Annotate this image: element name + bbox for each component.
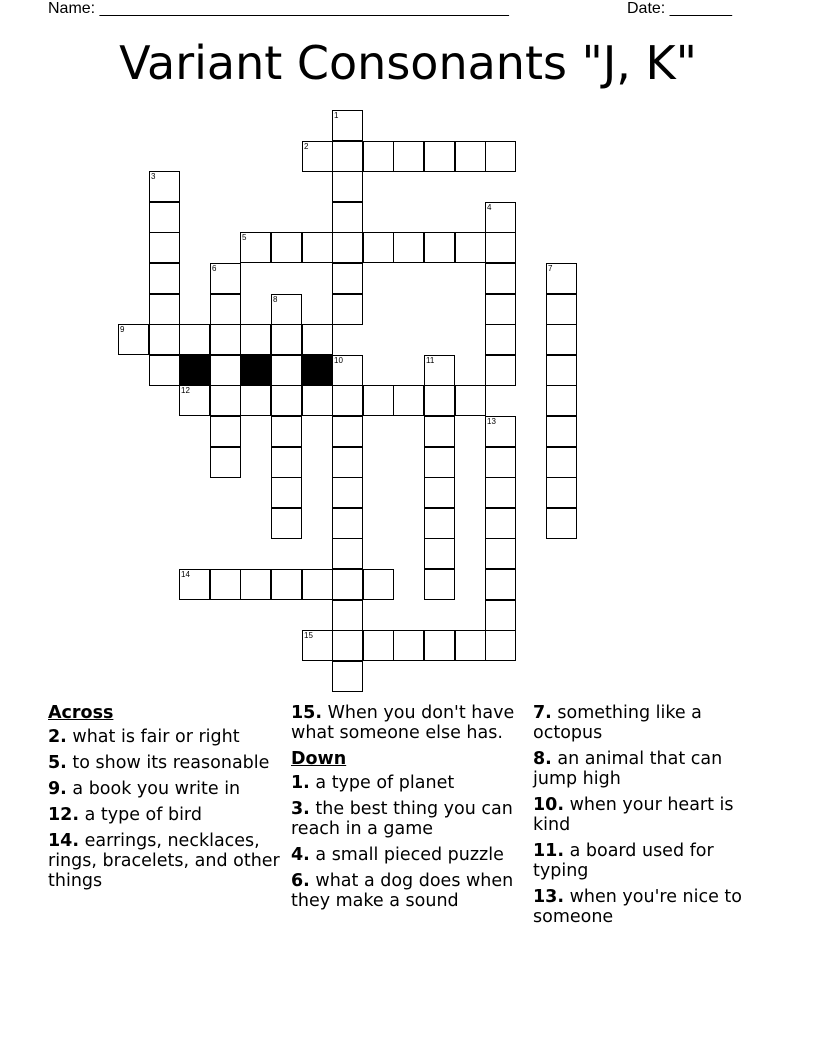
clue-number: 7. xyxy=(533,703,552,723)
crossword-cell[interactable] xyxy=(210,324,241,355)
clue-down-1 xyxy=(291,773,526,793)
across-heading: Across xyxy=(48,703,114,723)
crossword-cell[interactable] xyxy=(149,263,180,294)
clue-number: 5. xyxy=(48,753,67,773)
crossword-cell[interactable] xyxy=(271,508,302,539)
crossword-cell[interactable] xyxy=(149,324,180,355)
clue-number: 2. xyxy=(48,727,67,747)
puzzle-title: Variant Consonants "J, K" xyxy=(119,36,697,90)
crossword-cell[interactable] xyxy=(302,385,333,416)
crossword-cell[interactable] xyxy=(546,294,577,325)
crossword-cell[interactable] xyxy=(240,324,271,355)
crossword-cell[interactable] xyxy=(485,324,516,355)
cell-number: 14 xyxy=(181,570,190,579)
clue-text: an animal that can jump high xyxy=(533,749,723,789)
crossword-cell[interactable] xyxy=(393,630,424,661)
crossword-cell[interactable] xyxy=(485,630,516,661)
clue-number: 6. xyxy=(291,871,310,891)
crossword-cell[interactable] xyxy=(332,477,363,508)
clue-text: a small pieced puzzle xyxy=(315,845,504,865)
crossword-cell[interactable] xyxy=(332,630,363,661)
crossword-cell[interactable] xyxy=(332,447,363,478)
crossword-cell[interactable] xyxy=(455,385,486,416)
cell-number: 15 xyxy=(304,631,313,640)
clue-number: 3. xyxy=(291,799,310,819)
crossword-cell[interactable] xyxy=(363,630,394,661)
crossword-cell[interactable] xyxy=(271,569,302,600)
cell-number: 2 xyxy=(304,142,309,151)
cell-number: 9 xyxy=(120,325,125,334)
clue-text: what is fair or right xyxy=(72,727,240,747)
crossword-cell[interactable] xyxy=(210,447,241,478)
crossword-cell[interactable] xyxy=(546,416,577,447)
crossword-cell[interactable] xyxy=(546,385,577,416)
clue-across-15 xyxy=(291,703,526,743)
clue-down-3 xyxy=(291,799,526,839)
crossword-cell[interactable] xyxy=(546,263,577,294)
crossword-cell[interactable] xyxy=(149,294,180,325)
crossword-cell[interactable] xyxy=(149,171,180,202)
crossword-cell[interactable] xyxy=(332,202,363,233)
crossword-cell[interactable] xyxy=(302,630,333,661)
date-field-label: Date: _______ xyxy=(627,0,732,17)
crossword-cell[interactable] xyxy=(302,569,333,600)
down-heading: Down xyxy=(291,749,347,769)
clue-text: something like a octopus xyxy=(533,703,702,743)
crossword-black-cell xyxy=(179,355,210,386)
crossword-cell[interactable] xyxy=(424,508,455,539)
crossword-cell[interactable] xyxy=(179,324,210,355)
crossword-cell[interactable] xyxy=(332,110,363,141)
crossword-cell[interactable] xyxy=(271,385,302,416)
crossword-cell[interactable] xyxy=(271,232,302,263)
clue-number: 11. xyxy=(533,841,565,861)
crossword-cell[interactable] xyxy=(332,263,363,294)
crossword-black-cell xyxy=(240,355,271,386)
crossword-cell[interactable] xyxy=(485,202,516,233)
crossword-cell[interactable] xyxy=(485,141,516,172)
crossword-cell[interactable] xyxy=(546,355,577,386)
clue-text: the best thing you can reach in a game xyxy=(291,799,513,839)
clues-column-3 xyxy=(533,703,771,933)
clue-number: 12. xyxy=(48,805,80,825)
clue-number: 8. xyxy=(533,749,552,769)
crossword-cell[interactable] xyxy=(455,232,486,263)
crossword-cell[interactable] xyxy=(485,447,516,478)
crossword-cell[interactable] xyxy=(210,263,241,294)
crossword-cell[interactable] xyxy=(271,355,302,386)
crossword-cell[interactable] xyxy=(485,538,516,569)
crossword-cell[interactable] xyxy=(210,385,241,416)
crossword-cell[interactable] xyxy=(485,569,516,600)
clue-number: 14. xyxy=(48,831,80,851)
crossword-cell[interactable] xyxy=(149,355,180,386)
clue-across-2 xyxy=(48,727,280,747)
cell-number: 4 xyxy=(487,203,492,212)
crossword-cell[interactable] xyxy=(271,477,302,508)
crossword-cell[interactable] xyxy=(424,416,455,447)
crossword-cell[interactable] xyxy=(332,538,363,569)
crossword-cell[interactable] xyxy=(332,232,363,263)
clue-down-6 xyxy=(291,871,526,911)
crossword-cell[interactable] xyxy=(332,416,363,447)
crossword-cell[interactable] xyxy=(546,324,577,355)
clue-number: 15. xyxy=(291,703,323,723)
cell-number: 13 xyxy=(487,417,496,426)
clue-number: 10. xyxy=(533,795,565,815)
crossword-cell[interactable] xyxy=(271,416,302,447)
crossword-cell[interactable] xyxy=(179,569,210,600)
name-field-label: Name: ______________________________________________ xyxy=(48,0,509,17)
crossword-cell[interactable] xyxy=(332,385,363,416)
crossword-cell[interactable] xyxy=(240,385,271,416)
crossword-cell[interactable] xyxy=(210,416,241,447)
crossword-cell[interactable] xyxy=(302,232,333,263)
crossword-cell[interactable] xyxy=(546,447,577,478)
cell-number: 5 xyxy=(242,233,247,242)
cell-number: 7 xyxy=(548,264,553,273)
crossword-cell[interactable] xyxy=(240,569,271,600)
crossword-cell[interactable] xyxy=(485,355,516,386)
clue-text: a type of planet xyxy=(315,773,455,793)
crossword-cell[interactable] xyxy=(424,385,455,416)
crossword-cell[interactable] xyxy=(363,385,394,416)
clue-down-7 xyxy=(533,703,771,743)
crossword-black-cell xyxy=(302,355,333,386)
crossword-cell[interactable] xyxy=(424,355,455,386)
clue-number: 1. xyxy=(291,773,310,793)
crossword-cell[interactable] xyxy=(332,600,363,631)
crossword-cell[interactable] xyxy=(271,324,302,355)
clue-across-5 xyxy=(48,753,280,773)
clue-down-10 xyxy=(533,795,771,835)
crossword-cell[interactable] xyxy=(149,202,180,233)
crossword-cell[interactable] xyxy=(455,141,486,172)
crossword-cell[interactable] xyxy=(363,232,394,263)
crossword-cell[interactable] xyxy=(240,232,271,263)
cell-number: 11 xyxy=(426,356,435,365)
crossword-cell[interactable] xyxy=(455,630,486,661)
cell-number: 8 xyxy=(273,295,278,304)
clue-text: When you don't have what someone else has. xyxy=(291,703,515,743)
crossword-cell[interactable] xyxy=(393,385,424,416)
clue-down-8 xyxy=(533,749,771,789)
crossword-cell[interactable] xyxy=(332,569,363,600)
clue-text: earrings, necklaces, rings, bracelets, and other things xyxy=(48,831,280,891)
clue-text: to show its reasonable xyxy=(72,753,270,773)
crossword-cell[interactable] xyxy=(302,324,333,355)
cell-number: 10 xyxy=(334,356,343,365)
crossword-cell[interactable] xyxy=(485,416,516,447)
crossword-cell[interactable] xyxy=(332,508,363,539)
crossword-cell[interactable] xyxy=(179,385,210,416)
crossword-cell[interactable] xyxy=(393,141,424,172)
crossword-cell[interactable] xyxy=(485,508,516,539)
clue-text: when you're nice to someone xyxy=(533,887,742,927)
crossword-cell[interactable] xyxy=(424,477,455,508)
crossword-cell[interactable] xyxy=(424,538,455,569)
crossword-cell[interactable] xyxy=(424,141,455,172)
clue-across-9 xyxy=(48,779,280,799)
crossword-cell[interactable] xyxy=(149,232,180,263)
clues-column-1 xyxy=(48,703,280,897)
clue-down-13 xyxy=(533,887,771,927)
crossword-cell[interactable] xyxy=(485,263,516,294)
clues-column-2 xyxy=(291,703,526,917)
cell-number: 12 xyxy=(181,386,190,395)
clue-text: a type of bird xyxy=(84,805,202,825)
clue-across-14 xyxy=(48,831,280,891)
crossword-cell[interactable] xyxy=(332,171,363,202)
cell-number: 1 xyxy=(334,111,339,120)
crossword-cell[interactable] xyxy=(271,447,302,478)
clue-across-12 xyxy=(48,805,280,825)
crossword-cell[interactable] xyxy=(485,232,516,263)
clue-down-11 xyxy=(533,841,771,881)
crossword-cell[interactable] xyxy=(424,569,455,600)
crossword-cell[interactable] xyxy=(332,141,363,172)
crossword-cell[interactable] xyxy=(424,447,455,478)
crossword-cell[interactable] xyxy=(485,477,516,508)
crossword-cell[interactable] xyxy=(332,661,363,692)
crossword-cell[interactable] xyxy=(393,232,424,263)
crossword-cell[interactable] xyxy=(302,141,333,172)
crossword-cell[interactable] xyxy=(271,294,302,325)
crossword-cell[interactable] xyxy=(332,355,363,386)
crossword-cell[interactable] xyxy=(485,600,516,631)
clue-number: 4. xyxy=(291,845,310,865)
clue-number: 9. xyxy=(48,779,67,799)
crossword-cell[interactable] xyxy=(118,324,149,355)
cell-number: 6 xyxy=(212,264,217,273)
crossword-cell[interactable] xyxy=(546,508,577,539)
clue-text: when your heart is kind xyxy=(533,795,734,835)
crossword-cell[interactable] xyxy=(485,294,516,325)
crossword-cell[interactable] xyxy=(332,294,363,325)
crossword-cell[interactable] xyxy=(210,294,241,325)
clue-text: what a dog does when they make a sound xyxy=(291,871,514,911)
crossword-cell[interactable] xyxy=(210,355,241,386)
crossword-cell[interactable] xyxy=(546,477,577,508)
crossword-cell[interactable] xyxy=(363,569,394,600)
crossword-cell[interactable] xyxy=(424,232,455,263)
crossword-cell[interactable] xyxy=(424,630,455,661)
clue-text: a book you write in xyxy=(72,779,241,799)
cell-number: 3 xyxy=(151,172,156,181)
clue-number: 13. xyxy=(533,887,565,907)
clue-down-4 xyxy=(291,845,526,865)
crossword-cell[interactable] xyxy=(363,141,394,172)
clue-text: a board used for typing xyxy=(533,841,714,881)
crossword-cell[interactable] xyxy=(210,569,241,600)
